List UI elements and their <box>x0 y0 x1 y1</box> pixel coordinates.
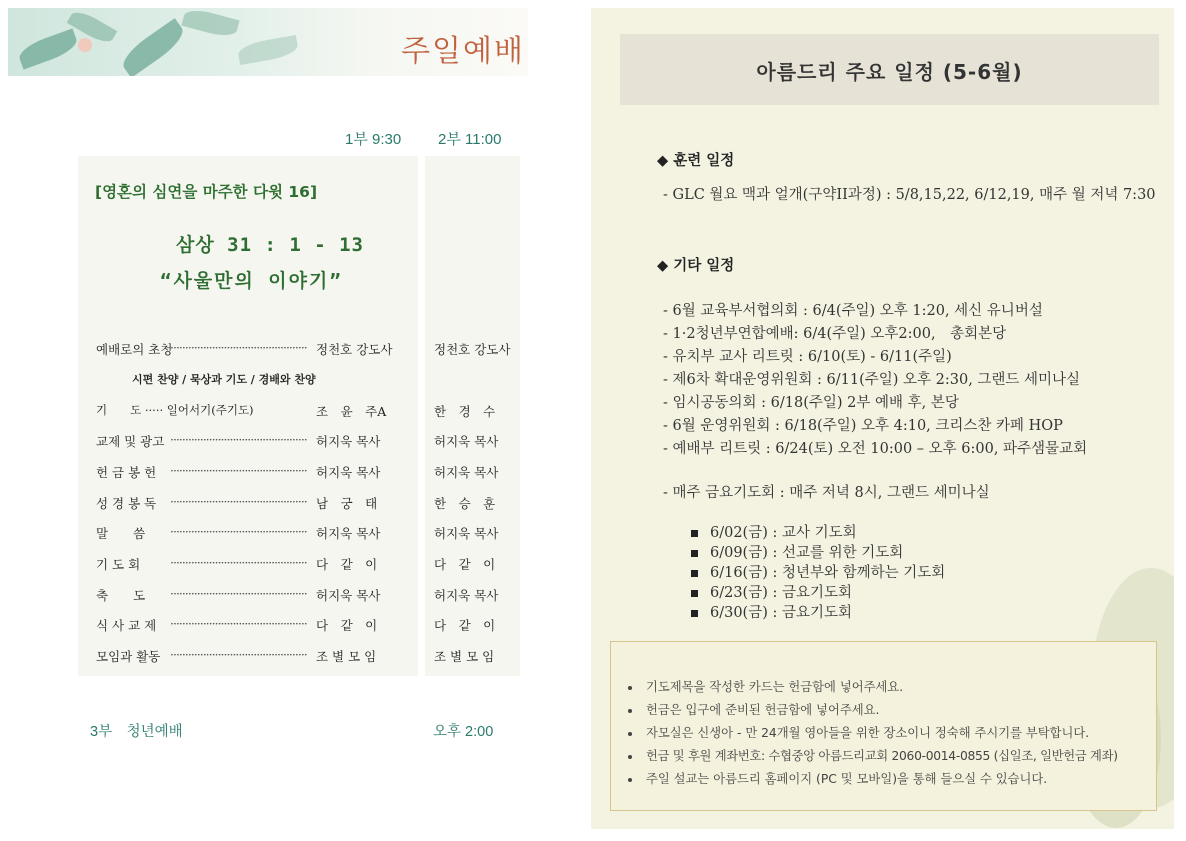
order-name-2: 정천호 강도사 <box>434 342 511 357</box>
order-label: 기 도 회 <box>96 557 141 572</box>
schedule-item: - 제6차 확대운영위원회 : 6/11(주일) 오후 2:30, 그랜드 세미나실 <box>663 372 1081 388</box>
schedule-page <box>591 8 1174 829</box>
notice-item <box>628 677 903 695</box>
schedule-item: - 6월 운영위원회 : 6/18(주일) 오후 4:10, 크리스찬 카페 HOP <box>663 418 1063 434</box>
order-name-1: 허지욱 목사 <box>316 588 381 603</box>
leaf-decoration <box>117 18 188 76</box>
schedule-header <box>620 34 1159 105</box>
square-bullet-icon <box>691 530 698 537</box>
flower-icon <box>78 38 92 52</box>
banner-title: 주일예배 <box>401 34 525 69</box>
prayer-item <box>691 581 852 602</box>
dot-leader: ·············································· <box>170 463 307 478</box>
leaf-decoration <box>237 35 300 65</box>
training-item: - GLC 월요 맥과 얼개(구약II과정) : 5/8,15,22, 6/12,19, 매주 월 저녁 7:30 <box>663 187 1156 203</box>
order-name-1: 다 같 이 <box>316 557 378 572</box>
dot-leader: ·············································· <box>170 432 307 447</box>
service1-time: 1부 9:30 <box>345 131 402 148</box>
order-name-1: 다 같 이 <box>316 618 378 633</box>
prayer-text: 6/09(금) : 선교를 위한 기도회 <box>710 545 904 561</box>
notice-text: 헌금은 입구에 준비된 헌금함에 넣어주세요. <box>646 703 880 717</box>
notice-item <box>628 746 1118 764</box>
notice-text: 헌금 및 후원 계좌번호: 수협중앙 아름드리교회 2060-0014-0855 (십일조, 일반헌금 계좌) <box>646 749 1118 763</box>
notice-text: 기도제목을 작성한 카드는 헌금함에 넣어주세요. <box>646 680 904 694</box>
order-label: 식 사 교 제 <box>96 618 157 633</box>
schedule-item: - 예배부 리트릿 : 6/24(토) 오전 10:00 – 오후 6:00, 파주샘물교회 <box>663 441 1088 457</box>
bullet-icon <box>628 778 632 782</box>
prayer-item <box>691 561 945 582</box>
dot-leader: ·············································· <box>170 647 307 662</box>
bullet-icon <box>628 755 632 759</box>
other-heading: ◆ 기타 일정 <box>657 258 735 274</box>
bullet-icon <box>628 732 632 736</box>
youth-service-label: 3부 청년예배 <box>90 724 183 740</box>
order-name-1: 허지욱 목사 <box>316 526 381 541</box>
training-heading: ◆ 훈련 일정 <box>657 153 735 169</box>
order-label: 말 씀 <box>96 526 146 541</box>
order-label: 성 경 봉 독 <box>96 496 157 511</box>
dot-leader: ·············································· <box>170 586 307 601</box>
leaf-decoration <box>181 8 239 40</box>
order-name-2: 허지욱 목사 <box>434 526 499 541</box>
schedule-item: - 유치부 교사 리트릿 : 6/10(토) - 6/11(주일) <box>663 349 952 365</box>
notice-text: 주일 설교는 아름드리 홈페이지 (PC 및 모바일)을 통해 들으실 수 있습니다. <box>646 772 1048 786</box>
order-label: 예배로의 초청 <box>96 342 173 357</box>
order-name-2: 다 같 이 <box>434 618 496 633</box>
order-name-2: 다 같 이 <box>434 557 496 572</box>
schedule-item: - 임시공동의회 : 6/18(주일) 2부 예배 후, 본당 <box>663 395 959 411</box>
order-name-1: 허지욱 목사 <box>316 465 381 480</box>
prayer-text: 6/30(금) : 금요기도회 <box>710 605 853 621</box>
dot-leader: ·············································· <box>170 524 307 539</box>
sermon-series: [영혼의 심연을 마주한 다윗 16] <box>95 183 318 201</box>
schedule-item: - 6월 교육부서협의회 : 6/4(주일) 오후 1:20, 세신 유니버설 <box>663 303 1043 319</box>
prayer-text: 6/16(금) : 청년부와 함께하는 기도회 <box>710 565 946 581</box>
prayer-text: 6/23(금) : 금요기도회 <box>710 585 853 601</box>
notice-box <box>610 641 1157 811</box>
square-bullet-icon <box>691 550 698 557</box>
order-name-1: 정천호 강도사 <box>316 342 393 357</box>
square-bullet-icon <box>691 610 698 617</box>
prayer-item <box>691 601 852 622</box>
order-name-1: 조 윤 주A <box>316 404 387 419</box>
leaf-decoration <box>16 28 80 69</box>
order-name-1: 조 별 모 임 <box>316 649 377 664</box>
prayer-text: 6/02(금) : 교사 기도회 <box>710 525 857 541</box>
square-bullet-icon <box>691 590 698 597</box>
order-name-1: 허지욱 목사 <box>316 434 381 449</box>
notice-item <box>628 700 879 718</box>
scripture-reference: 삼상 31 : 1 - 13 <box>176 234 364 256</box>
notice-item <box>628 769 1047 787</box>
order-label: 헌 금 봉 헌 <box>96 465 157 480</box>
schedule-title: 아름드리 주요 일정 (5-6월) <box>756 60 1023 84</box>
notice-text: 자모실은 신생아 - 만 24개월 영아들을 위한 장소이니 정숙해 주시기를 부탁합니다. <box>646 726 1090 740</box>
square-bullet-icon <box>691 570 698 577</box>
order-label: 기 도 ····· 일어서기(주기도) <box>96 403 254 417</box>
dot-leader: ·············································· <box>170 494 307 509</box>
dot-leader: ·············································· <box>170 616 307 631</box>
order-name-2: 한 승 훈 <box>434 496 496 511</box>
schedule-item: - 1·2청년부연합예배: 6/4(주일) 오후2:00, 총회본당 <box>663 326 1007 342</box>
dot-leader: ·············································· <box>170 340 307 355</box>
order-name-2: 허지욱 목사 <box>434 434 499 449</box>
order-name-2: 한 경 수 <box>434 404 496 419</box>
sunday-service-page <box>0 0 590 841</box>
prayer-item <box>691 541 903 562</box>
prayer-item <box>691 521 857 542</box>
order-name-2: 허지욱 목사 <box>434 588 499 603</box>
order-name-1: 남 궁 태 <box>316 496 378 511</box>
youth-service-time: 오후 2:00 <box>433 724 494 740</box>
order-label: 축 도 <box>96 588 146 603</box>
worship-subtitle: 시편 찬양 / 묵상과 기도 / 경배와 찬양 <box>132 373 316 386</box>
order-label: 교제 및 광고 <box>96 434 165 449</box>
bullet-icon <box>628 686 632 690</box>
bullet-icon <box>628 709 632 713</box>
order-label: 모임과 활동 <box>96 649 161 664</box>
service2-time: 2부 11:00 <box>438 131 502 148</box>
dot-leader: ·············································· <box>170 555 307 570</box>
leaf-banner <box>8 8 528 76</box>
friday-prayer: - 매주 금요기도회 : 매주 저녁 8시, 그랜드 세미나실 <box>663 485 990 501</box>
order-name-2: 허지욱 목사 <box>434 465 499 480</box>
order-name-2: 조 별 모 임 <box>434 649 495 664</box>
sermon-title: “사울만의 이야기” <box>160 270 343 292</box>
notice-item <box>628 723 1089 741</box>
